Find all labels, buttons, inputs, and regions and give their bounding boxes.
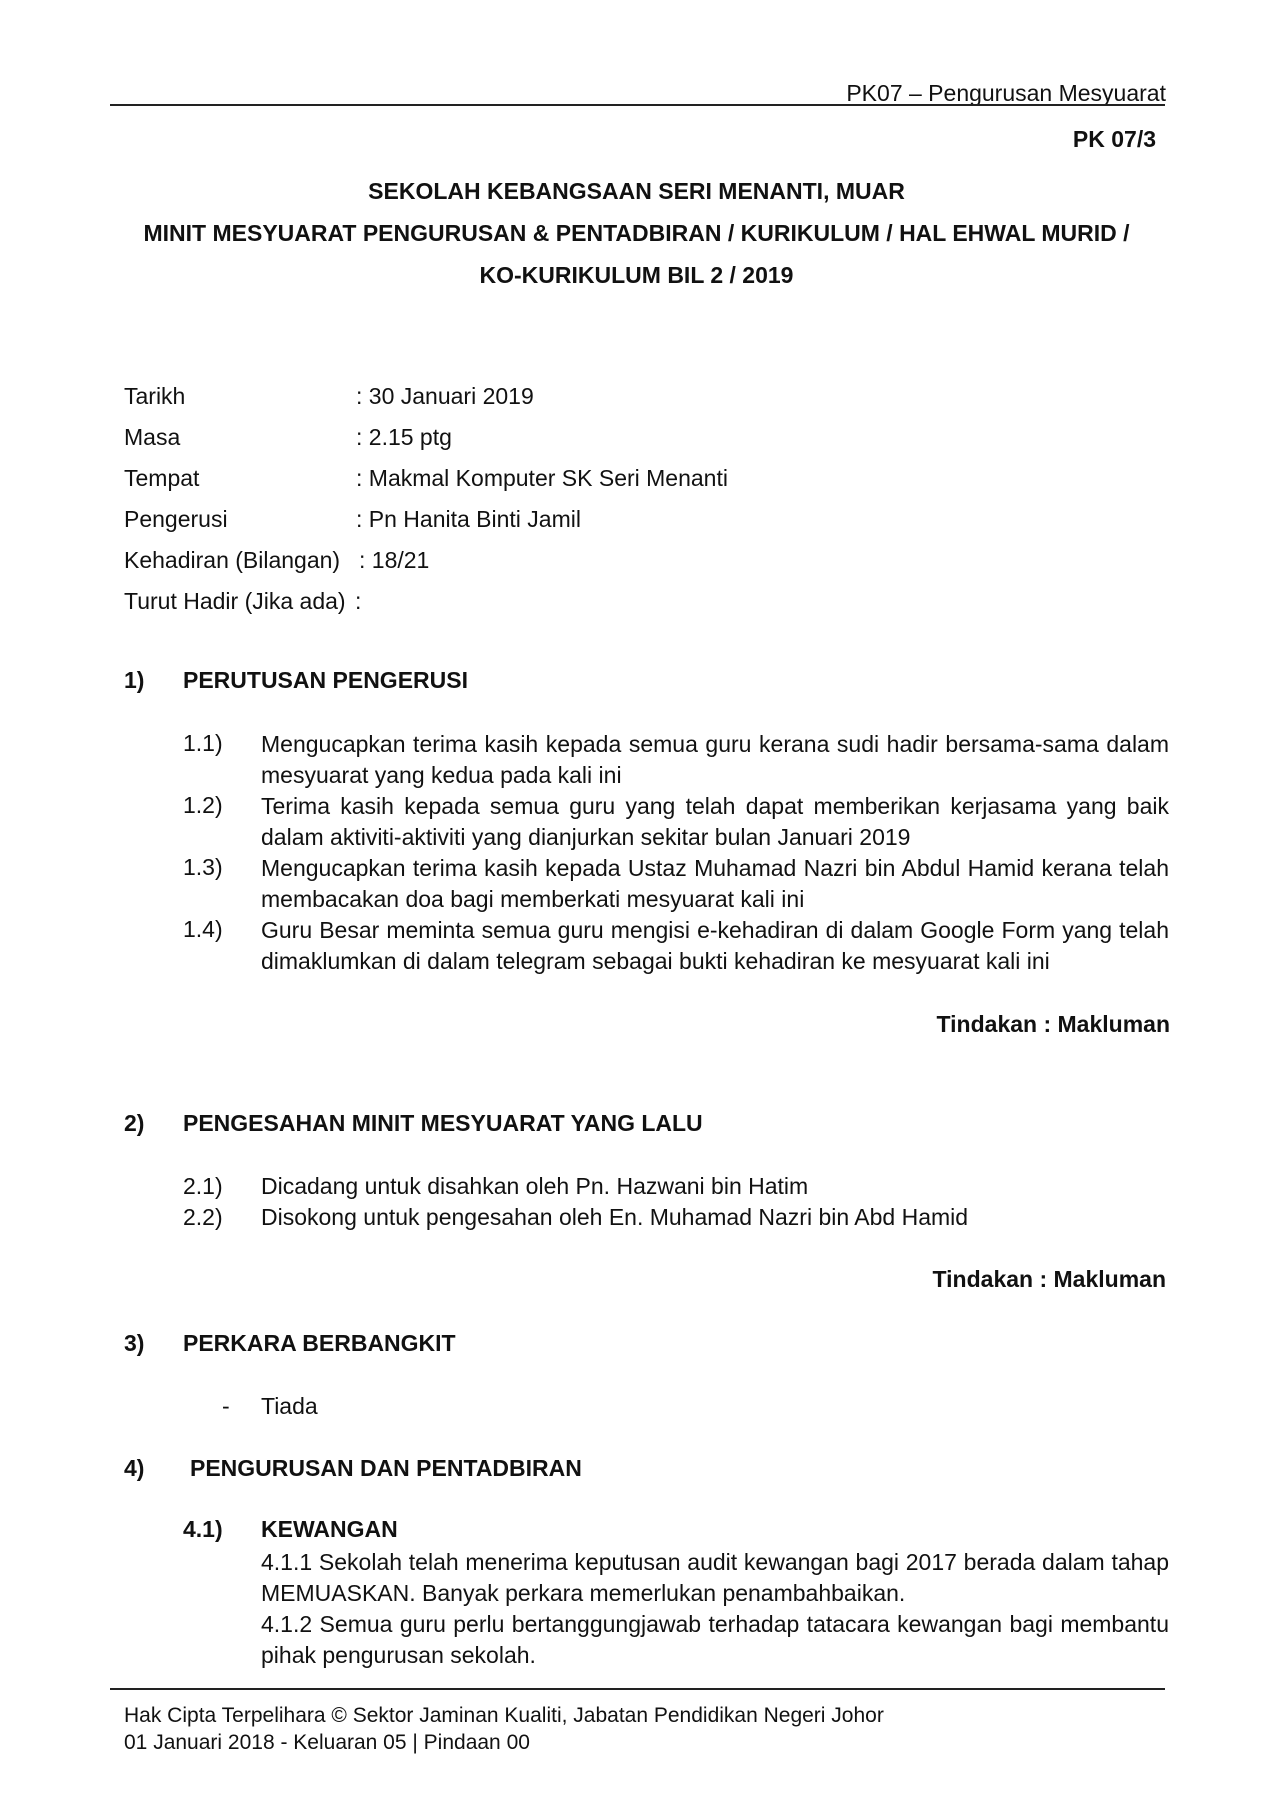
item-1-2-number: 1.2) [183,792,223,818]
item-2-2-text: Disokong untuk pengesahan oleh En. Muhamad Nazri bin Abd Hamid [261,1204,969,1230]
section3-title: PERKARA BERBANGKIT [183,1330,456,1356]
info-label-kehadiran: Kehadiran (Bilangan) [124,547,341,573]
info-label-tempat: Tempat [124,465,200,491]
info-label-tarikh: Tarikh [124,383,186,409]
item-1-3-text: Mengucapkan terima kasih kepada Ustaz Muhamad Nazri bin Abdul Hamid kerana telah membacakan doa bagi memberkati mesyuarat kali ini [261,855,1169,912]
section2-title: PENGESAHAN MINIT MESYUARAT YANG LALU [183,1110,703,1136]
section3-item: Tiada [261,1393,318,1419]
section4-title: PENGURUSAN DAN PENTADBIRAN [190,1455,582,1481]
item-1-4-text: Guru Besar meminta semua guru mengisi e-kehadiran di dalam Google Form yang telah dimaklumkan di dalam telegram sebagai bukti kehadiran ke mesyuarat kali ini [261,917,1169,974]
footer-edition: 01 Januari 2018 - Keluaran 05 | Pindaan 00 [124,1731,530,1754]
item-1-1-text: Mengucapkan terima kasih kepada semua guru kerana sudi hadir bersama-sama dalam mesyuarat yang kedua pada kali ini [261,731,1169,788]
item-1-4-number: 1.4) [183,916,223,942]
section1-number: 1) [124,667,145,693]
footer-rule [110,1688,1165,1690]
minutes-title-line1: MINIT MESYUARAT PENGURUSAN & PENTADBIRAN / KURIKULUM / HAL EHWAL MURID / [143,220,1130,246]
kewangan-paragraph-2: 4.1.2 Semua guru perlu bertanggungjawab terhadap tatacara kewangan bagi membantu pihak pengurusan sekolah. [261,1611,1169,1668]
section3-number: 3) [124,1330,145,1356]
minutes-title-line2: KO-KURIKULUM BIL 2 / 2019 [479,262,794,288]
info-value-turut-hadir: : [355,588,362,614]
info-label-pengerusi: Pengerusi [124,506,228,532]
info-value-tempat: : Makmal Komputer SK Seri Menanti [356,465,728,491]
item-1-2-text: Terima kasih kepada semua guru yang telah dapat memberikan kerjasama yang baik dalam aktiviti-aktiviti yang dianjurkan sekitar bulan Januari 2019 [261,793,1169,850]
subsection-4-1-number: 4.1) [183,1516,223,1542]
info-label-turut-hadir: Turut Hadir (Jika ada) [124,588,346,614]
kewangan-paragraph-1: 4.1.1 Sekolah telah menerima keputusan audit kewangan bagi 2017 berada dalam tahap MEMUASKAN. Banyak perkara memerlukan penambahbaikan. [261,1549,1169,1606]
item-1-1-number: 1.1) [183,730,223,756]
section3-bullet: - [222,1393,230,1419]
footer-copyright: Hak Cipta Terpelihara © Sektor Jaminan Kualiti, Jabatan Pendidikan Negeri Johor [124,1704,884,1727]
section2-number: 2) [124,1110,145,1136]
section2-action: Tindakan : Makluman [932,1266,1166,1292]
info-value-kehadiran: : 18/21 [359,547,430,573]
section1-title: PERUTUSAN PENGERUSI [183,667,468,693]
info-value-pengerusi: : Pn Hanita Binti Jamil [356,506,581,532]
section4-number: 4) [124,1455,145,1481]
item-2-1-text: Dicadang untuk disahkan oleh Pn. Hazwani bin Hatim [261,1173,809,1199]
header-rule [110,104,1165,106]
info-label-masa: Masa [124,424,181,450]
form-number: PK 07/3 [1072,126,1156,152]
school-title: SEKOLAH KEBANGSAAN SERI MENANTI, MUAR [368,178,905,204]
section1-action: Tindakan : Makluman [936,1011,1170,1037]
item-2-2-number: 2.2) [183,1204,223,1230]
item-2-1-number: 2.1) [183,1173,223,1199]
subsection-4-1-title: KEWANGAN [261,1516,398,1542]
item-1-3-number: 1.3) [183,854,223,880]
info-value-tarikh: : 30 Januari 2019 [356,383,534,409]
info-value-masa: : 2.15 ptg [356,424,452,450]
header-doc-code: PK07 – Pengurusan Mesyuarat [846,80,1166,106]
